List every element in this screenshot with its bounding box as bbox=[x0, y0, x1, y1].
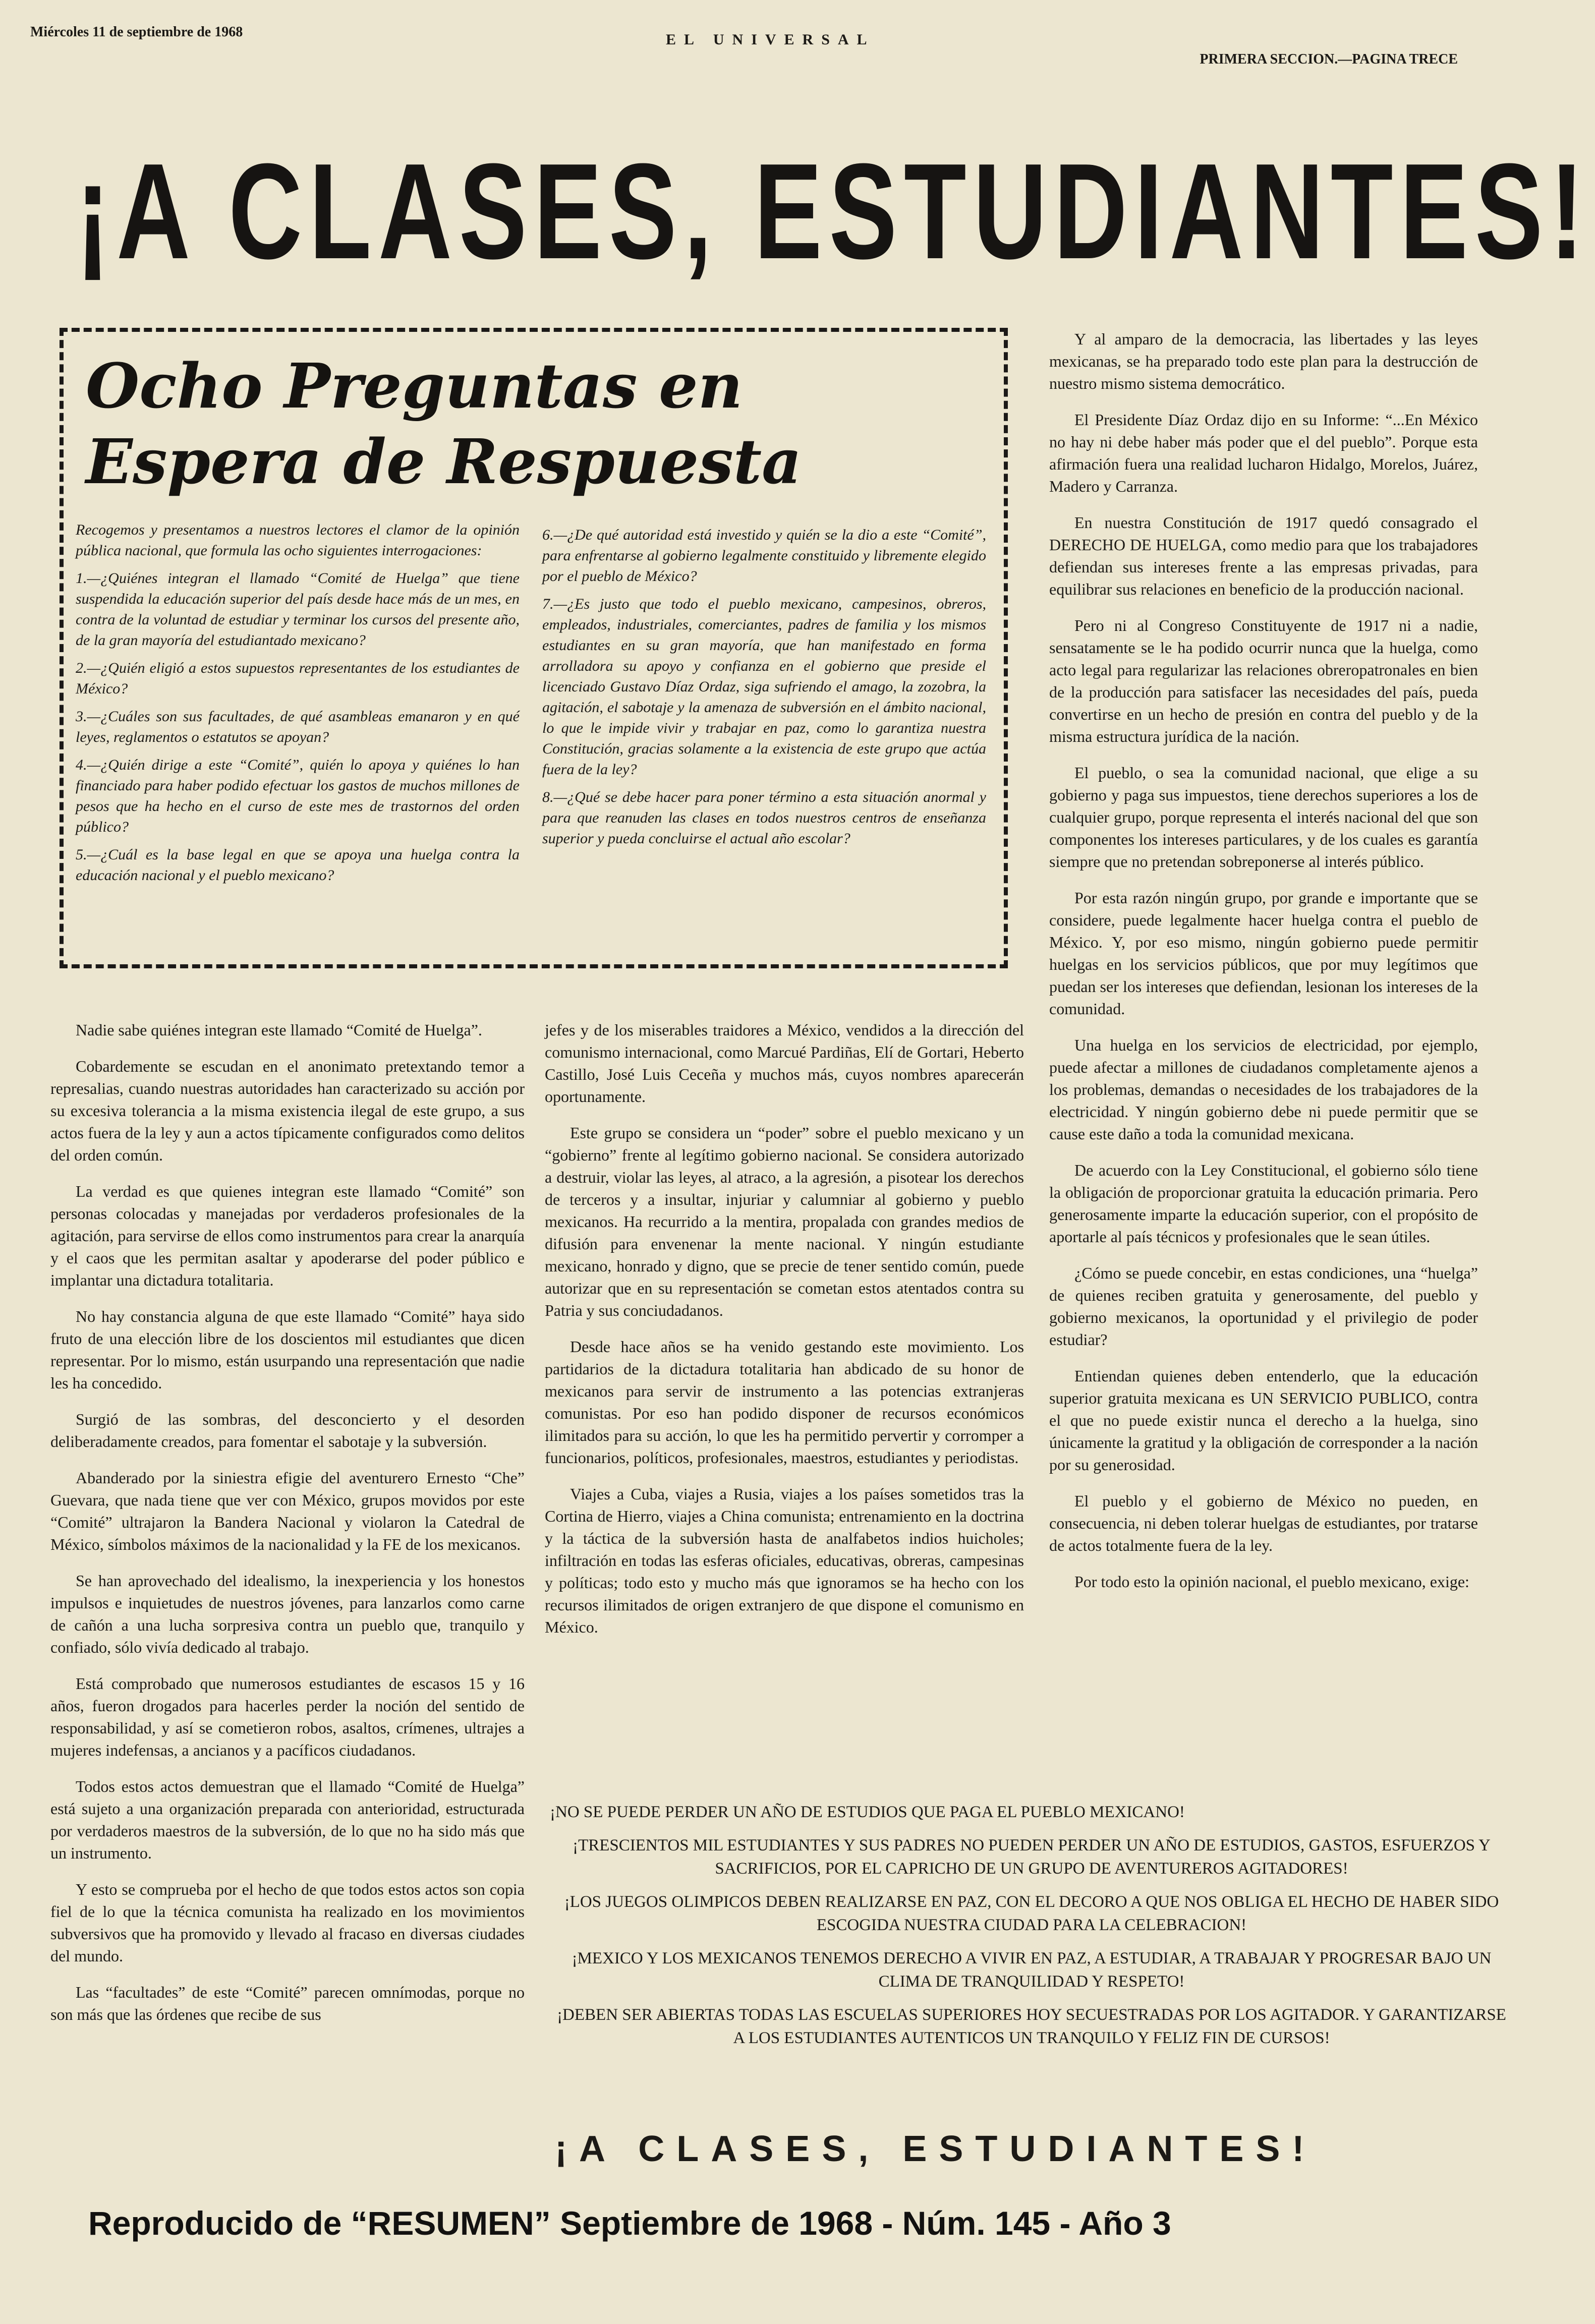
paragraph: El pueblo y el gobierno de México no pueden, en consecuencia, ni deben tolerar huelgas de estudiantes, por tratarse de actos totalmente fuera de la ley. bbox=[1049, 1492, 1478, 1554]
paragraph: Desde hace años se ha venido gestando este movimiento. Los partidarios de la dictadura totalitaria han abdicado de su honor de mexicanos para servir de instrumento a las potencias extranjeras comunistas. Por eso han podido disponer de recursos económicos ilimitados para su acción, lo que les ha permitido pervertir y corromper a funcionarios, políticos, profesionales, maestros, estudiantes y periodistas. bbox=[545, 1338, 1024, 1467]
paragraph: El Presidente Díaz Ordaz dijo en su Informe: “...En México no hay ni debe haber más poder que el del pueblo”. Porque esta afirmación fuera una realidad lucharon Hidalgo, Morelos, Juárez, Madero y Carranza. bbox=[1049, 411, 1478, 495]
paragraph: No hay constancia alguna de que este llamado “Comité” haya sido fruto de una elección libre de los doscientos mil estudiantes que dicen representar. Por lo mismo, están usurpando una representación que nadie les ha concedido. bbox=[50, 1307, 525, 1392]
paragraph: Cobardemente se escudan en el anonimato pretextando temor a represalias, cuando nuestras autoridades han caracterizado su acción por su excesiva tolerancia a la misma existencia ilegal de este grupo, a sus actos fuera de la ley y aun a actos típicamente configurados como delitos del orden común. bbox=[50, 1057, 525, 1164]
paragraph: De acuerdo con la Ley Constitucional, el gobierno sólo tiene la obligación de proporcionar gratuita la educación primaria. Pero generosamente imparte la educación superior, con el propósito de aportarle al país técnicos y profesionales que le sean útiles. bbox=[1049, 1161, 1478, 1246]
question-4: 4.—¿Quién dirige a este “Comité”, quién lo apoya y quiénes lo han financiado para haber podido efectuar los gastos de muchos millones de pesos que ha hecho en el curso de este mes de trastornos del orden público? bbox=[76, 757, 520, 835]
paragraph: Viajes a Cuba, viajes a Rusia, viajes a los países sometidos tras la Cortina de Hierro, viajes a China comunista; entrenamiento en la doctrina y la táctica de la subversión hasta de analfabetos indios huicholes; infiltración en todas las esferas oficiales, educativas, obreras, campesinas y políticas; todo esto y mucho más que ignoramos se ha hecho con los recursos ilimitados de origen extranjero de que dispone el comunismo en México. bbox=[545, 1485, 1024, 1636]
question-3: 3.—¿Cuáles son sus facultades, de qué asambleas emanaron y en qué leyes, reglamentos o estatutos se apoyan? bbox=[76, 708, 520, 745]
paragraph: Una huelga en los servicios de electricidad, por ejemplo, puede afectar a millones de ciudadanos completamente ajenos a los problemas, demandas o necesidades de los trabajadores de la electricidad. Y ningún gobierno debe ni puede permitir que se cause este daño a toda la comunidad mexicana. bbox=[1049, 1036, 1478, 1143]
questions-title-line-1: Ocho Preguntas en bbox=[86, 350, 743, 422]
paragraph: Nadie sabe quiénes integran este llamado “Comité de Huelga”. bbox=[76, 1021, 482, 1039]
paragraph: El pueblo, o sea la comunidad nacional, que elige a su gobierno y paga sus impuestos, tiene derechos superiores a los de cualquier grupo, porque representa el interés nacional del que son componentes los intereses particulares, y de los cuales es garantía siempre que no pretendan sobreponerse al interés público. bbox=[1049, 764, 1478, 870]
question-6: 6.—¿De qué autoridad está investido y quién se la dio a este “Comité”, para enfrentarse al gobierno legalmente constituido y libremente elegido por el pueblo de México? bbox=[542, 527, 986, 585]
slogan: ¡MEXICO Y LOS MEXICANOS TENEMOS DERECHO A VIVIR EN PAZ, A ESTUDIAR, A TRABAJAR Y PROGRESAR BAJO UN CLIMA DE TRANQUILIDAD Y RESPETO! bbox=[572, 1949, 1492, 1991]
paragraph: Las “facultades” de este “Comité” parecen omnímodas, porque no son más que las órdenes que recibe de sus bbox=[50, 1983, 525, 2023]
question-8: 8.—¿Qué se debe hacer para poner término a esta situación anormal y para que reanuden las clases en todos nuestros centros de enseñanza superior y pueda concluirse el actual año escolar? bbox=[542, 789, 986, 847]
paragraph: Abanderado por la siniestra efigie del aventurero Ernesto “Che” Guevara, que nada tiene que ver con México, grupos movidos por este “Comité” ultrajaron la Bandera Nacional y violaron la Catedral de México, símbolos máximos de la nacionalidad y la FE de los mexicanos. bbox=[50, 1469, 525, 1553]
question-5: 5.—¿Cuál es la base legal en que se apoya una huelga contra la educación nacional y el pueblo mexicano? bbox=[76, 846, 520, 884]
paragraph: Por esta razón ningún grupo, por grande e importante que se considere, puede legalmente hacer huelga contra el pueblo de México. Y, por eso mismo, ningún gobierno puede permitir huelgas en los servicios públicos, que por muy legítimos que puedan ser los intereses que defiendan, lesionan los intereses de la comunidad. bbox=[1049, 889, 1478, 1018]
issue-date: Miércoles 11 de septiembre de 1968 bbox=[30, 24, 243, 40]
paragraph: Y al amparo de la democracia, las libertades y las leyes mexicanas, se ha preparado todo este plan para la destrucción de nuestro mismo sistema democrático. bbox=[1049, 330, 1478, 392]
questions-title-line-2: Espera de Respuesta bbox=[86, 425, 802, 498]
slogan: ¡DEBEN SER ABIERTAS TODAS LAS ESCUELAS SUPERIORES HOY SECUESTRADAS POR LOS AGITADOR. Y GARANTIZARSE A LOS ESTUDIANTES AUTENTICOS UN TRANQUILO Y FELIZ FIN DE CURSOS! bbox=[557, 2006, 1506, 2047]
question-1: 1.—¿Quiénes integran el llamado “Comité de Huelga” que tiene suspendida la educación superior del país desde hace más de un mes, en contra de la voluntad de estudiar y terminar los cursos del presente año, de la gran mayoría del estudiantado mexicano? bbox=[76, 570, 520, 649]
paragraph: La verdad es que quienes integran este llamado “Comité” son personas colocadas y manejadas por verdaderos profesionales de la agitación, para servirse de ellos como instrumentos para crear la anarquía y el caos que les permitan asaltar y apoderarse del poder público e implantar una dictadura totalitaria. bbox=[50, 1182, 525, 1289]
paragraph: Entiendan quienes deben entenderlo, que la educación superior gratuita mexicana es UN SERVICIO PUBLICO, contra el que no puede existir nunca el derecho a la huelga, sino únicamente la gratitud y la obligación de corresponder a la nación por su generosidad. bbox=[1049, 1367, 1478, 1474]
newspaper-name: EL UNIVERSAL bbox=[666, 31, 875, 48]
slogan: ¡NO SE PUEDE PERDER UN AÑO DE ESTUDIOS QUE PAGA EL PUEBLO MEXICANO! bbox=[550, 1803, 1185, 1821]
right-column bbox=[1049, 328, 1478, 1607]
paragraph: ¿Cómo se puede concebir, en estas condiciones, una “huelga” de quienes reciben gratuita y generosamente, del pueblo y gobierno mexicanos, la oportunidad y el privilegio de poder estudiar? bbox=[1049, 1264, 1478, 1349]
page-header bbox=[30, 21, 1458, 67]
paragraph: Está comprobado que numerosos estudiantes de escasos 15 y 16 años, fueron drogados para hacerles perder la noción del sentido de responsabilidad, y así se cometieron robos, asaltos, crímenes, ultrajes a mujeres indefensas, a ancianos y a pacíficos ciudadanos. bbox=[50, 1674, 525, 1759]
paragraph: En nuestra Constitución de 1917 quedó consagrado el DERECHO DE HUELGA, como medio para que los trabajadores defiendan sus intereses frente a las empresas privadas, para equilibrar sus relaciones en beneficio de la producción nacional. bbox=[1049, 513, 1478, 598]
left-column bbox=[50, 1019, 525, 2040]
middle-column bbox=[545, 1019, 1024, 1652]
paragraph: Este grupo se considera un “poder” sobre el pueblo mexicano y un “gobierno” frente al legítimo gobierno nacional. Se considera autorizado a destruir, violar las leyes, al atraco, a la agresión, a pisotear los derechos de terceros y a insultar, injuriar y calumniar al gobierno y pueblo mexicanos. Ha recurrido a la mentira, propalada con grandes medios de difusión para envenenar la mente nacional. Y ningún estudiante mexicano, honrado y digno, que se precie de tener sentido común, puede autorizar que en su representación se cometan estos atentados contra su Patria y sus conciudadanos. bbox=[545, 1124, 1024, 1319]
slogan: ¡TRESCIENTOS MIL ESTUDIANTES Y SUS PADRES NO PUEDEN PERDER UN AÑO DE ESTUDIOS, GASTOS, ESFUERZOS Y SACRIFICIOS, POR EL CAPRICHO DE UN GRUPO DE AVENTUREROS AGITADORES! bbox=[573, 1836, 1491, 1878]
paragraph: jefes y de los miserables traidores a México, vendidos a la dirección del comunismo internacional, como Marcué Pardiñas, Elí de Gortari, Heberto Castillo, José Luis Ceceña y muchos más, cuyos nombres aparecerán oportunamente. bbox=[545, 1021, 1024, 1106]
section-page-label: PRIMERA SECCION.—PAGINA TRECE bbox=[1200, 51, 1458, 67]
paragraph: Surgió de las sombras, del desconcierto y el desorden deliberadamente creados, para fomentar el sabotaje y la subversión. bbox=[50, 1410, 525, 1450]
questions-right-column bbox=[542, 525, 986, 856]
questions-left-column bbox=[76, 519, 520, 893]
paragraph: Pero ni al Congreso Constituyente de 1917 ni a nadie, sensatamente se le ha podido ocurrir nunca que la huelga, como acto legal para regularizar las relaciones obreropatronales en bien de la producción para satisfacer las necesidades del país, pueda convertirse en un hecho de presión en contra del pueblo y de la misma estructura jurídica de la nación. bbox=[1049, 616, 1478, 745]
paragraph: Y esto se comprueba por el hecho de que todos estos actos son copia fiel de lo que la técnica comunista ha realizado en los movimientos subversivos que ha promovido y llevado al fracaso en diversas ciudades del mundo. bbox=[50, 1880, 525, 1965]
slogan: ¡LOS JUEGOS OLIMPICOS DEBEN REALIZARSE EN PAZ, CON EL DECORO A QUE NOS OBLIGA EL HECHO DE HABER SIDO ESCOGIDA NUESTRA CIUDAD PARA LA CELEBRACION! bbox=[564, 1893, 1499, 1934]
headline: ¡A CLASES, ESTUDIANTES! bbox=[76, 136, 1591, 287]
questions-box-title bbox=[86, 348, 984, 499]
question-2: 2.—¿Quién eligió a estos supuestos representantes de los estudiantes de México? bbox=[76, 660, 520, 697]
paragraph: Por todo esto la opinión nacional, el pueblo mexicano, exige: bbox=[1074, 1573, 1469, 1591]
slogans-block bbox=[550, 1800, 1513, 2060]
paragraph: Se han aprovechado del idealismo, la inexperiencia y los honestos impulsos e inquietudes de nuestros jóvenes, para lanzarlos como carne de cañón a una lucha sorpresiva contra un pueblo que, tranquilo y confiado, sólo vivía dedicado al trabajo. bbox=[50, 1572, 525, 1656]
questions-intro: Recogemos y presentamos a nuestros lectores el clamor de la opinión pública nacional, que formula las ocho siguientes interrogaciones: bbox=[76, 521, 520, 559]
reproduction-credit: Reproducido de “RESUMEN” Septiembre de 1968 - Núm. 145 - Año 3 bbox=[88, 2204, 1171, 2242]
closing-headline: ¡A CLASES, ESTUDIANTES! bbox=[555, 2129, 1317, 2169]
paragraph: Todos estos actos demuestran que el llamado “Comité de Huelga” está sujeto a una organización preparada con anterioridad, estructurada por verdaderos maestros de la subversión, de lo que no ha sido más que un instrumento. bbox=[50, 1777, 525, 1862]
question-7: 7.—¿Es justo que todo el pueblo mexicano, campesinos, obreros, empleados, industriales, comerciantes, padres de familia y los mismos estudiantes en su gran mayoría, que han manifestado en forma arrolladora su apoyo y confianza en el gobierno que preside el licenciado Gustavo Díaz Ordaz, siga sufriendo el amago, la zozobra, la agitación, el sabotaje y la amenaza de subversión en el ámbito nacional, lo que le impide vivir y trabajar en paz, como lo garantiza nuestra Constitución, gracias solamente a la existencia de este grupo que actúa fuera de la ley? bbox=[542, 596, 986, 778]
